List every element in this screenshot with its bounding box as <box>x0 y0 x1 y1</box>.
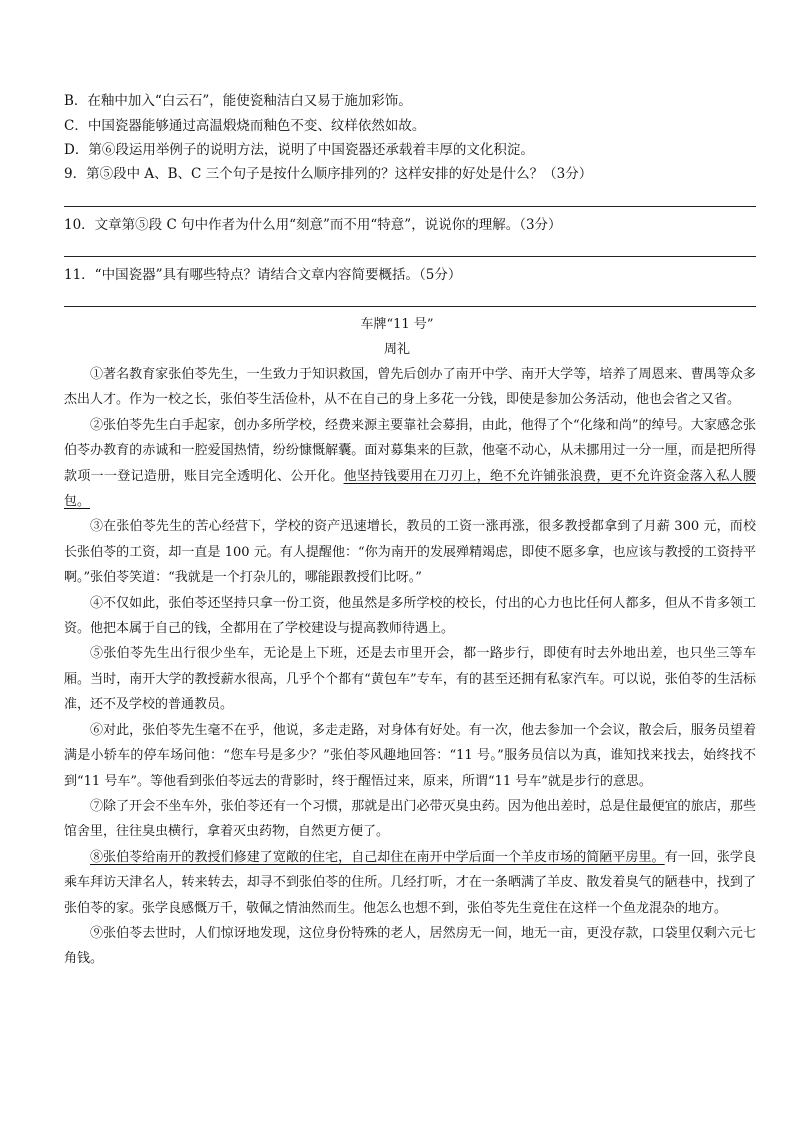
question-10: 10．文章第⑤段 C 句中作者为什么用“刻意”而不用“特意”，说说你的理解。（3分） <box>64 217 562 233</box>
option-c: C．中国瓷器能够通过高温煅烧而釉色不变、纹样依然如故。 <box>64 118 426 134</box>
paragraph-8 <box>64 845 756 921</box>
question-9: 9．第⑤段中 A、B、C 三个句子是按什么顺序排列的？这样安排的好处是什么？（3分） <box>64 166 593 182</box>
paragraph-2-underlined: 他坚持钱要用在刀刃上，绝不允许铺张浪费，更不允许资金落入私人腰包。 <box>64 468 756 510</box>
answer-line-11[interactable] <box>64 306 756 307</box>
article-author: 周礼 <box>383 342 410 357</box>
paragraph-9: ⑨张伯苓去世时，人们惊讶地发现，这位身份特殊的老人，居然房无一间，地无一亩，更没存款，口袋里仅剩六元七角钱。 <box>64 925 756 967</box>
paragraph-8-underlined: ⑧张伯苓给南开的教授们修建了宽敞的住宅，自己却住在南开中学后面一个羊皮市场的简陋平房里。 <box>90 849 665 865</box>
paragraph-5: ⑤张伯苓先生出行很少坐车，无论是上下班，还是去市里开会，都一路步行，即使有时去外地出差，也只坐三等车厢。当时，南开大学的教授薪水很高，几乎个个都有“黄包车”专车，有的甚至还拥有私家汽车。可以说，张伯苓的生活标准，还不及学校的普通教员。 <box>64 646 756 713</box>
paragraph-3: ③在张伯苓先生的苦心经营下，学校的资产迅速增长，教员的工资一涨再涨，很多教授都拿到了月薪 300 元，而校长张伯苓的工资，却一直是 100 元。有人提醒他：“你为南开的发展殚精竭虑，即使不愿多拿，也应该与教授的工资持平啊。”张伯苓笑道：“我就是一个打杂儿的，哪能跟教授们比呀。” <box>64 519 756 586</box>
paragraph-2 <box>64 413 756 515</box>
article-title: 车牌“11 号” <box>360 317 434 332</box>
answer-line-10[interactable] <box>64 256 756 257</box>
paragraph-4: ④不仅如此，张伯苓还坚持只拿一份工资，他虽然是多所学校的校长，付出的心力也比任何人都多，但从不肯多领工资。他把本属于自己的钱，全都用在了学校建设与提高教师待遇上。 <box>64 595 756 637</box>
paragraph-7: ⑦除了开会不坐车外，张伯苓还有一个习惯，那就是出门必带灭臭虫药。因为他出差时，总是住最便宜的旅店，那些馆舍里，往往臭虫横行，拿着灭虫药物，自然更方便了。 <box>64 798 756 840</box>
paragraph-8-text: 有一回，张学良乘车拜访天津名人，转来转去，却寻不到张伯苓的住所。几经打听，才在一条晒满了羊皮、散发着臭气的陋巷中，找到了张伯苓的家。张学良感慨万千，敬佩之情油然而生。他怎么也想不到，张伯苓先生竟住在这样一个鱼龙混杂的地方。 <box>64 849 756 916</box>
paragraph-1: ①著名教育家张伯苓先生，一生致力于知识救国，曾先后创办了南开中学、南开大学等，培养了周恩来、曹禺等众多杰出人才。作为一校之长，张伯苓生活俭朴，从不在自己的身上多花一分钱，即使是参加公务活动，他也会省之又省。 <box>64 367 756 408</box>
article-body <box>64 362 756 972</box>
paragraph-6: ⑥对此，张伯苓先生毫不在乎，他说，多走走路，对身体有好处。有一次，他去参加一个会议，散会后，服务员望着满是小轿车的停车场问他：“您车号是多少？”张伯苓风趣地回答：“11 号。”服务员信以为真，谁知找来找去，始终找不到“11 号车”。等他看到张伯苓远去的背影时，终于醒悟过来，原来，所谓“11 号车”就是步行的意思。 <box>64 722 756 789</box>
answer-line-9[interactable] <box>64 206 756 207</box>
question-11: 11．“中国瓷器”具有哪些特点？请结合文章内容简要概括。（5分） <box>64 267 462 283</box>
paragraph-2-text: ②张伯苓先生白手起家，创办多所学校，经费来源主要靠社会募捐，由此，他得了个“化缘和尚”的绰号。大家感念张伯苓办教育的赤诚和一腔爱国热情，纷纷慷慨解囊。面对募集来的巨款，他毫不动心，从未挪用过一分一厘，而是把所得款项一一登记造册，账目完全透明化、公开化。 <box>64 417 756 484</box>
option-d: D．第⑥段运用举例子的说明方法，说明了中国瓷器还承载着丰厚的文化积淀。 <box>64 142 534 158</box>
option-b: B．在釉中加入“白云石”，能使瓷釉洁白又易于施加彩饰。 <box>64 93 412 109</box>
